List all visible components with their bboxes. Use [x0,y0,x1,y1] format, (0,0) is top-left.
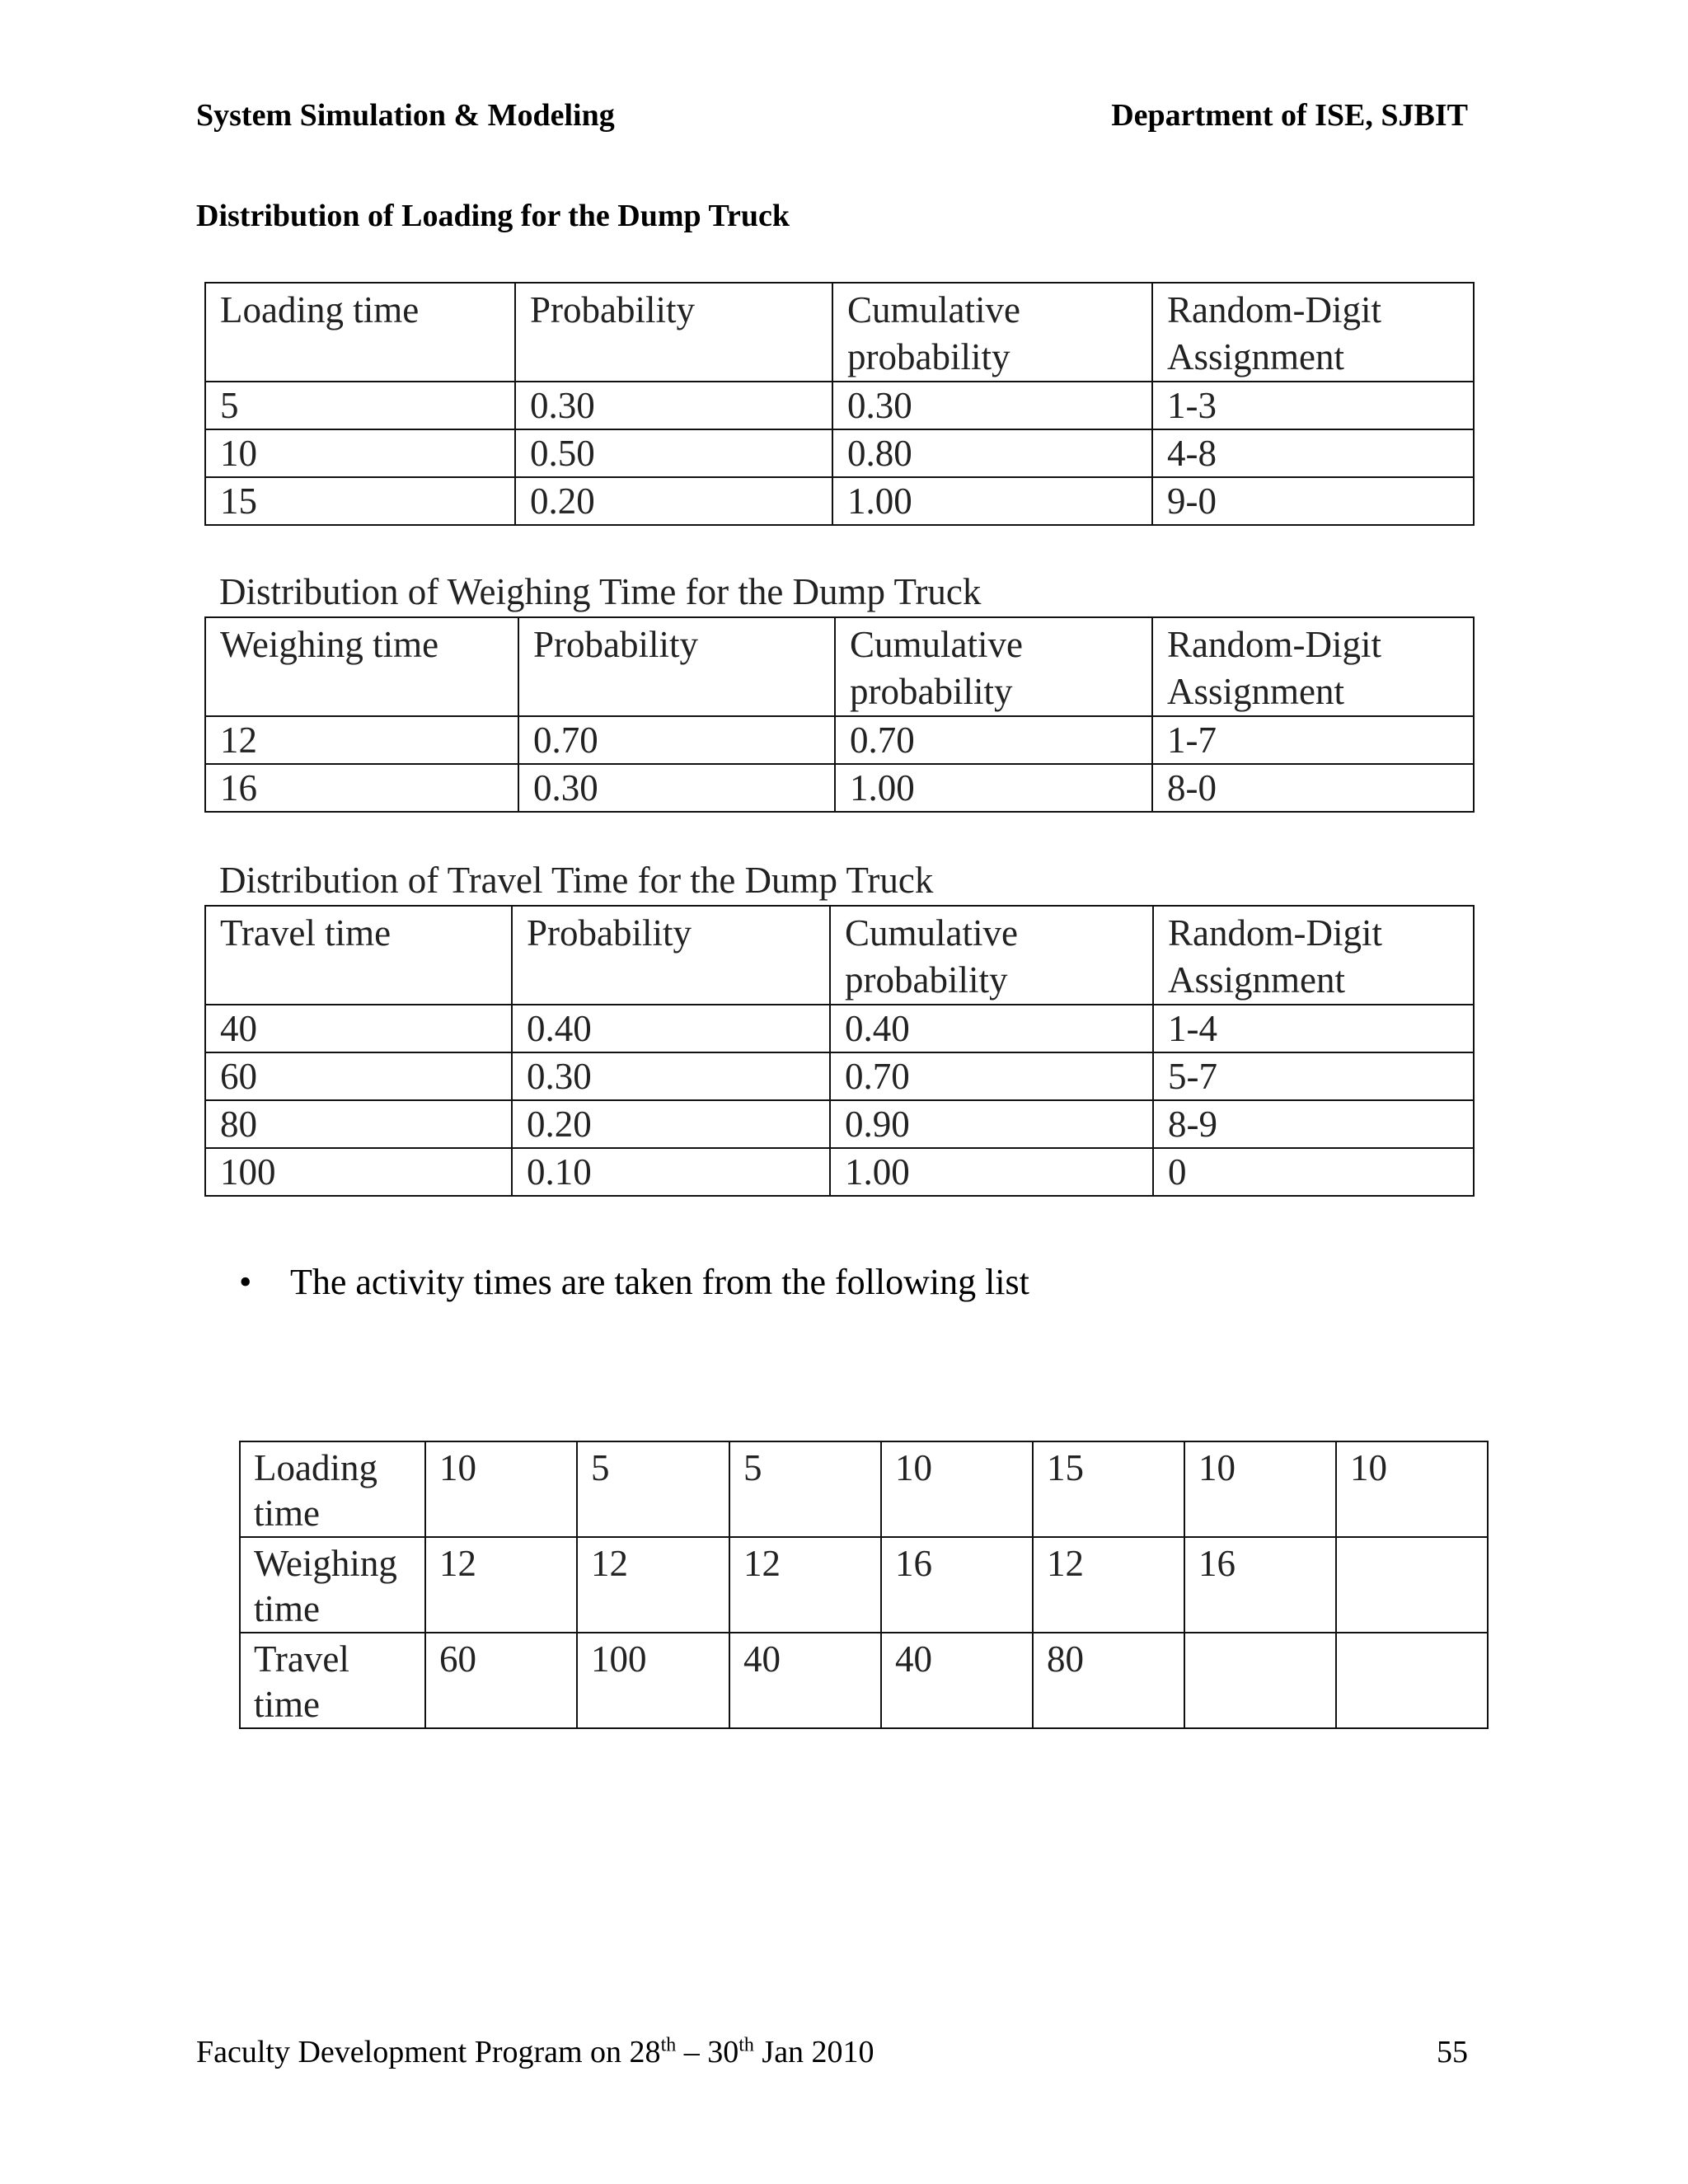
table-cell: 8-0 [1152,764,1474,812]
weighing-distribution-table [204,616,1475,813]
table-cell: 0.20 [515,477,832,525]
table-row [205,382,1474,429]
table-row [240,1633,1488,1728]
table-cell: 10 [1336,1441,1488,1537]
row-label-cell: Loading time [240,1441,425,1537]
table-cell: 1.00 [832,477,1152,525]
table-cell: 100 [577,1633,729,1728]
activity-times-table [239,1441,1489,1729]
table-cell: 9-0 [1152,477,1474,525]
table-header-row [205,617,1474,716]
header-cell: Random-Digit Assignment [1152,283,1474,382]
table-cell: 40 [881,1633,1033,1728]
bullet-icon: • [239,1262,252,1302]
table-cell: 0.10 [512,1148,830,1196]
table-row [205,1100,1474,1148]
table-row [205,764,1474,812]
table-cell: 0.40 [830,1005,1153,1052]
table-cell: 10 [1184,1441,1336,1537]
table-cell: 60 [425,1633,577,1728]
table-cell: 0.50 [515,429,832,477]
table-cell: 60 [205,1052,512,1100]
footer-suffix: Jan 2010 [753,2035,874,2069]
table-cell: 0.30 [515,382,832,429]
table-cell: 40 [729,1633,881,1728]
row-label-cell: Weighing time [240,1537,425,1633]
table-cell: 1.00 [835,764,1152,812]
table-cell: 4-8 [1152,429,1474,477]
table-cell: 5 [205,382,515,429]
table-row [205,1052,1474,1100]
table-cell: 1.00 [830,1148,1153,1196]
table-cell: 0.30 [518,764,835,812]
page-number: 55 [1437,2035,1468,2069]
footer-text [196,2034,874,2070]
table-cell: 15 [205,477,515,525]
header-cell: Random-Digit Assignment [1152,617,1474,716]
table-cell: 5-7 [1153,1052,1474,1100]
weighing-table-caption: Distribution of Weighing Time for the Dump Truck [219,571,982,612]
table-cell: 12 [1033,1537,1184,1633]
table-cell: 0.40 [512,1005,830,1052]
bullet-item [239,1261,1029,1303]
footer-prefix: Faculty Development Program on 28 [196,2035,661,2069]
header-cell: Probability [512,906,830,1005]
table-cell: 16 [1184,1537,1336,1633]
header-cell: Loading time [205,283,515,382]
header-cell: Probability [515,283,832,382]
table-cell: 0.80 [832,429,1152,477]
header-right: Department of ISE, SJBIT [1111,98,1468,133]
loading-distribution-table [204,282,1475,526]
header-cell: Probability [518,617,835,716]
header-cell: Weighing time [205,617,518,716]
table-cell: 1-4 [1153,1005,1474,1052]
table-cell: 10 [205,429,515,477]
footer-sup: th [738,2034,754,2056]
table-cell: 40 [205,1005,512,1052]
table-row [205,1005,1474,1052]
table-cell: 12 [729,1537,881,1633]
table-cell: 0.90 [830,1100,1153,1148]
header-left: System Simulation & Modeling [196,98,615,133]
table-row [205,477,1474,525]
header-cell: Cumulative probability [832,283,1152,382]
table-cell: 12 [425,1537,577,1633]
header-cell: Random-Digit Assignment [1153,906,1474,1005]
table-cell: 5 [729,1441,881,1537]
table-header-row [205,283,1474,382]
table-cell: 5 [577,1441,729,1537]
bullet-text: The activity times are taken from the following list [290,1262,1029,1302]
table-cell: 0.70 [835,716,1152,764]
table-cell: 16 [881,1537,1033,1633]
table-row [240,1441,1488,1537]
table-cell: 16 [205,764,518,812]
table-cell: 80 [205,1100,512,1148]
table-cell [1336,1633,1488,1728]
table-row [205,716,1474,764]
table-cell: 80 [1033,1633,1184,1728]
footer-dash: – 30 [676,2035,739,2069]
table-cell: 0.70 [830,1052,1153,1100]
table-cell: 0.70 [518,716,835,764]
table-cell [1336,1537,1488,1633]
table-cell: 1-7 [1152,716,1474,764]
table-cell: 100 [205,1148,512,1196]
table-cell: 0.30 [512,1052,830,1100]
table-row [240,1537,1488,1633]
table-header-row [205,906,1474,1005]
table-cell: 0 [1153,1148,1474,1196]
table-cell: 0.20 [512,1100,830,1148]
row-label-cell: Travel time [240,1633,425,1728]
table-cell: 10 [425,1441,577,1537]
table-cell: 12 [205,716,518,764]
table-cell: 15 [1033,1441,1184,1537]
header-cell: Travel time [205,906,512,1005]
header-cell: Cumulative probability [835,617,1152,716]
table-cell: 8-9 [1153,1100,1474,1148]
travel-table-caption: Distribution of Travel Time for the Dump Truck [219,860,934,901]
table-cell: 10 [881,1441,1033,1537]
header-cell: Cumulative probability [830,906,1153,1005]
table-cell [1184,1633,1336,1728]
table-cell: 1-3 [1152,382,1474,429]
section-title: Distribution of Loading for the Dump Truck [196,199,790,233]
table-row [205,1148,1474,1196]
table-row [205,429,1474,477]
travel-distribution-table [204,905,1475,1197]
table-cell: 12 [577,1537,729,1633]
table-cell: 0.30 [832,382,1152,429]
footer-sup: th [660,2034,677,2056]
